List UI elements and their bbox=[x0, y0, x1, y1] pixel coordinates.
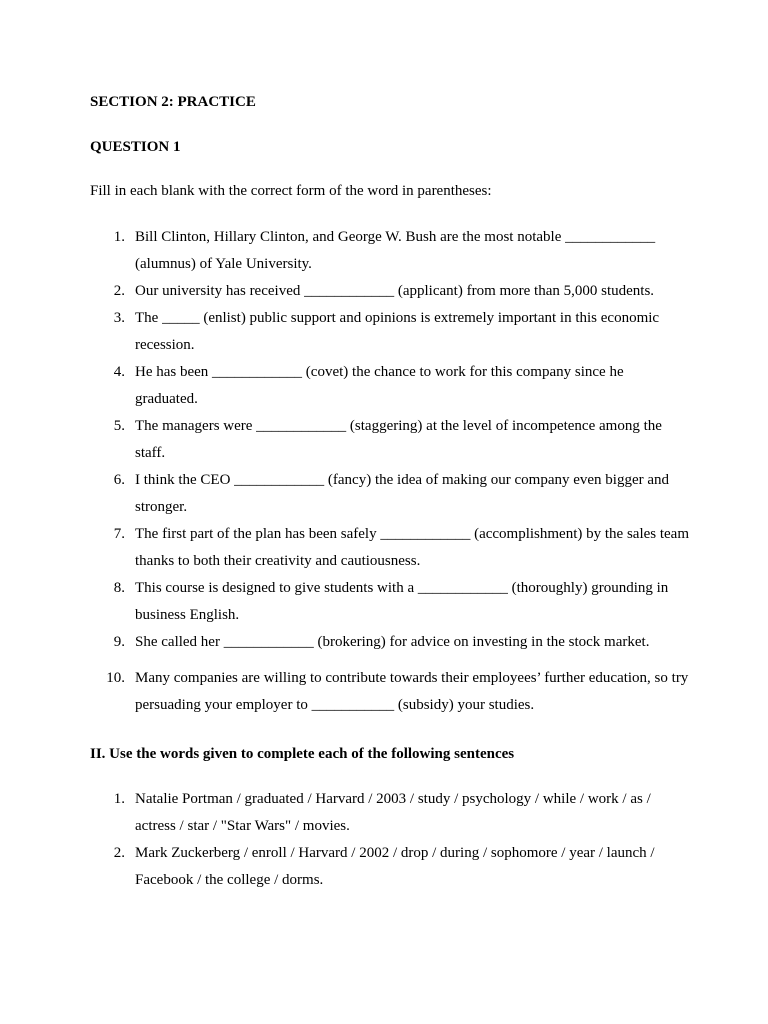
list-item-text: Bill Clinton, Hillary Clinton, and George W. Bush are the most notable ____________ (alumnus) of Yale University. bbox=[135, 229, 656, 272]
list-item-number: 7. bbox=[113, 526, 125, 542]
list-item bbox=[90, 278, 690, 305]
list-item-number: 2. bbox=[113, 283, 125, 299]
list-item-number: 9. bbox=[113, 634, 125, 650]
list-item bbox=[90, 467, 690, 521]
list-item bbox=[90, 521, 690, 575]
list-item-number: 8. bbox=[113, 580, 125, 596]
list-item-number: 4. bbox=[113, 364, 125, 380]
list-item-text: The managers were ____________ (staggering) at the level of incompetence among the staff. bbox=[135, 418, 662, 461]
list-item-text: I think the CEO ____________ (fancy) the idea of making our company even bigger and stronger. bbox=[135, 472, 670, 515]
part-2-title: II. Use the words given to complete each of the following sentences bbox=[90, 746, 515, 762]
question-1-title: QUESTION 1 bbox=[90, 139, 181, 155]
question-1-instruction: Fill in each blank with the correct form of the word in parentheses: bbox=[90, 183, 492, 199]
list-item-text: The _____ (enlist) public support and opinions is extremely important in this economic recession. bbox=[135, 310, 660, 353]
list-item-number: 1. bbox=[113, 791, 125, 807]
list-item-text: Mark Zuckerberg / enroll / Harvard / 2002 / drop / during / sophomore / year / launch / Facebook / the college / dorms. bbox=[135, 845, 655, 888]
list-item bbox=[90, 665, 690, 719]
list-item bbox=[90, 224, 690, 278]
list-item-number: 10. bbox=[106, 670, 125, 686]
list-item-text: The first part of the plan has been safely ____________ (accomplishment) by the sales team thanks to both their creativity and cautiousness. bbox=[135, 526, 690, 569]
list-item-text: He has been ____________ (covet) the chance to work for this company since he graduated. bbox=[135, 364, 624, 407]
list-item-text: Our university has received ____________ (applicant) from more than 5,000 students. bbox=[135, 283, 655, 299]
list-item bbox=[90, 359, 690, 413]
list-item-text: Many companies are willing to contribute towards their employees’ further education, so try persuading your employer to ___________ (subsidy) your studies. bbox=[135, 670, 689, 713]
list-item-text: This course is designed to give students with a ____________ (thoroughly) grounding in business English. bbox=[135, 580, 669, 623]
question-1-list bbox=[90, 224, 690, 719]
list-item bbox=[90, 575, 690, 629]
list-item bbox=[90, 629, 690, 656]
list-item-number: 5. bbox=[113, 418, 125, 434]
list-item-number: 6. bbox=[113, 472, 125, 488]
part-2-list bbox=[90, 786, 690, 894]
section-title: SECTION 2: PRACTICE bbox=[90, 94, 256, 110]
list-item-number: 1. bbox=[113, 229, 125, 245]
list-item-text: Natalie Portman / graduated / Harvard / 2003 / study / psychology / while / work / as / actress / star / "Star Wars" / movies. bbox=[135, 791, 651, 834]
list-item bbox=[90, 305, 690, 359]
list-item-number: 3. bbox=[113, 310, 125, 326]
list-item bbox=[90, 786, 690, 840]
list-item bbox=[90, 840, 690, 894]
list-item-text: She called her ____________ (brokering) for advice on investing in the stock market. bbox=[135, 634, 650, 650]
list-item-number: 2. bbox=[113, 845, 125, 861]
list-item bbox=[90, 413, 690, 467]
